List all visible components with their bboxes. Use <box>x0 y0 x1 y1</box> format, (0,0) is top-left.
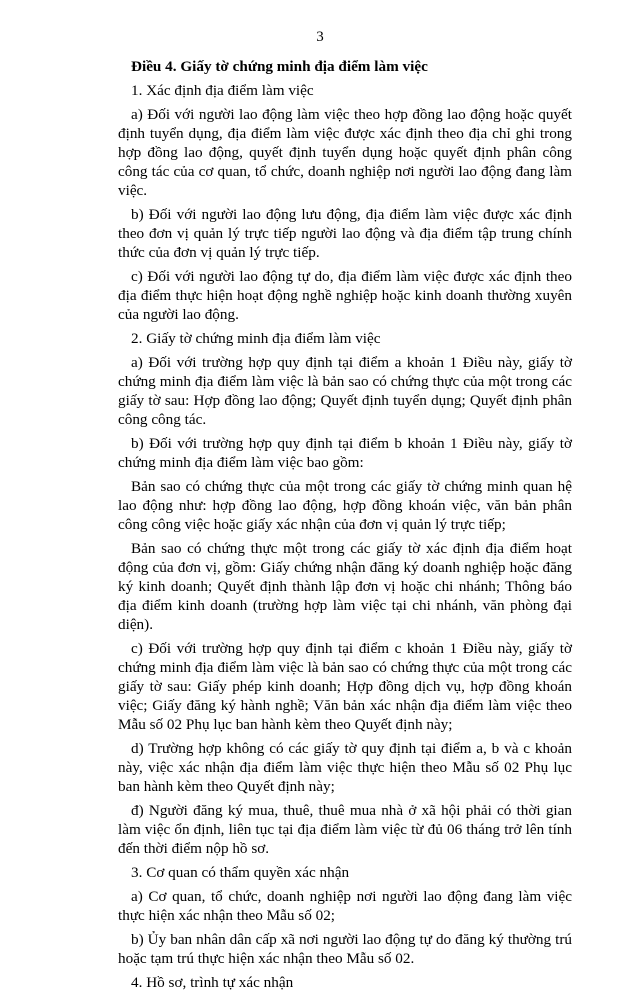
paragraph: a) Đối với người lao động làm việc theo hợp đồng lao động hoặc quyết định tuyển dụng, địa điểm làm việc được xác định theo địa chỉ ghi trong hợp đồng lao động, quyết định tuyển dụng hoặc quyết định phân công công tác của cơ quan, tổ chức, doanh nghiệp nơi người lao động đang làm việc. <box>118 106 572 199</box>
paragraph: Bản sao có chứng thực một trong các giấy tờ xác định địa điểm hoạt động của đơn vị, gồm: Giấy chứng nhận đăng ký doanh nghiệp hoặc đăng ký kinh doanh; Quyết định thành lập đơn vị hoặc chi nhánh; Thông báo địa điểm kinh doanh (trường hợp làm việc tại chi nhánh, văn phòng đại diện). <box>118 540 572 633</box>
paragraph: a) Đối với trường hợp quy định tại điểm a khoản 1 Điều này, giấy tờ chứng minh địa điểm làm việc là bản sao có chứng thực của một trong các giấy tờ sau: Hợp đồng lao động; Quyết định tuyển dụng; Quyết định phân công công tác. <box>118 354 572 428</box>
paragraph: c) Đối với người lao động tự do, địa điểm làm việc được xác định theo địa điểm thực hiện hoạt động nghề nghiệp hoặc kinh doanh thường xuyên của người lao động. <box>118 268 572 323</box>
paragraph: b) Ủy ban nhân dân cấp xã nơi người lao động tự do đăng ký thường trú hoặc tạm trú thực hiện xác nhận theo Mẫu số 02. <box>118 931 572 967</box>
clause-heading: 2. Giấy tờ chứng minh địa điểm làm việc <box>131 330 381 347</box>
clause-heading: 4. Hồ sơ, trình tự xác nhận <box>131 974 294 991</box>
document-body <box>118 57 572 997</box>
clause-heading: 1. Xác định địa điểm làm việc <box>131 82 314 99</box>
page-number: 3 <box>316 29 324 45</box>
paragraph: c) Đối với trường hợp quy định tại điểm c khoản 1 Điều này, giấy tờ chứng minh địa điểm làm việc là bản sao có chứng thực của một trong các giấy tờ sau: Giấy phép kinh doanh; Hợp đồng dịch vụ, hợp đồng khoán việc; Giấy đăng ký hành nghề; Văn bản xác nhận địa điểm làm việc theo Mẫu số 02 Phụ lục ban hành kèm theo Quyết định này; <box>118 640 572 733</box>
paragraph: d) Trường hợp không có các giấy tờ quy định tại điểm a, b và c khoản này, việc xác nhận địa điểm làm việc thực hiện theo Mẫu số 02 Phụ lục ban hành kèm theo Quyết định này; <box>118 740 572 795</box>
paragraph: Bản sao có chứng thực của một trong các giấy tờ chứng minh quan hệ lao động như: hợp đồng lao động, hợp đồng khoán việc, văn bản phân công công việc hoặc giấy xác nhận của đơn vị quản lý trực tiếp; <box>118 478 572 533</box>
paragraph: a) Cơ quan, tổ chức, doanh nghiệp nơi người lao động đang làm việc thực hiện xác nhận theo Mẫu số 02; <box>118 888 572 924</box>
paragraph: đ) Người đăng ký mua, thuê, thuê mua nhà ở xã hội phải có thời gian làm việc ổn định, liên tục tại địa điểm làm việc từ đủ 06 tháng trở lên tính đến thời điểm nộp hồ sơ. <box>118 802 572 857</box>
paragraph: b) Đối với người lao động lưu động, địa điểm làm việc được xác định theo đơn vị quản lý trực tiếp người lao động và địa điểm tập trung chính thức của đơn vị quản lý trực tiếp. <box>118 206 572 261</box>
clause-heading: 3. Cơ quan có thẩm quyền xác nhận <box>131 864 350 881</box>
paragraph: b) Đối với trường hợp quy định tại điểm b khoản 1 Điều này, giấy tờ chứng minh địa điểm làm việc bao gồm: <box>118 435 572 471</box>
article-title: Điều 4. Giấy tờ chứng minh địa điểm làm việc <box>131 58 428 75</box>
